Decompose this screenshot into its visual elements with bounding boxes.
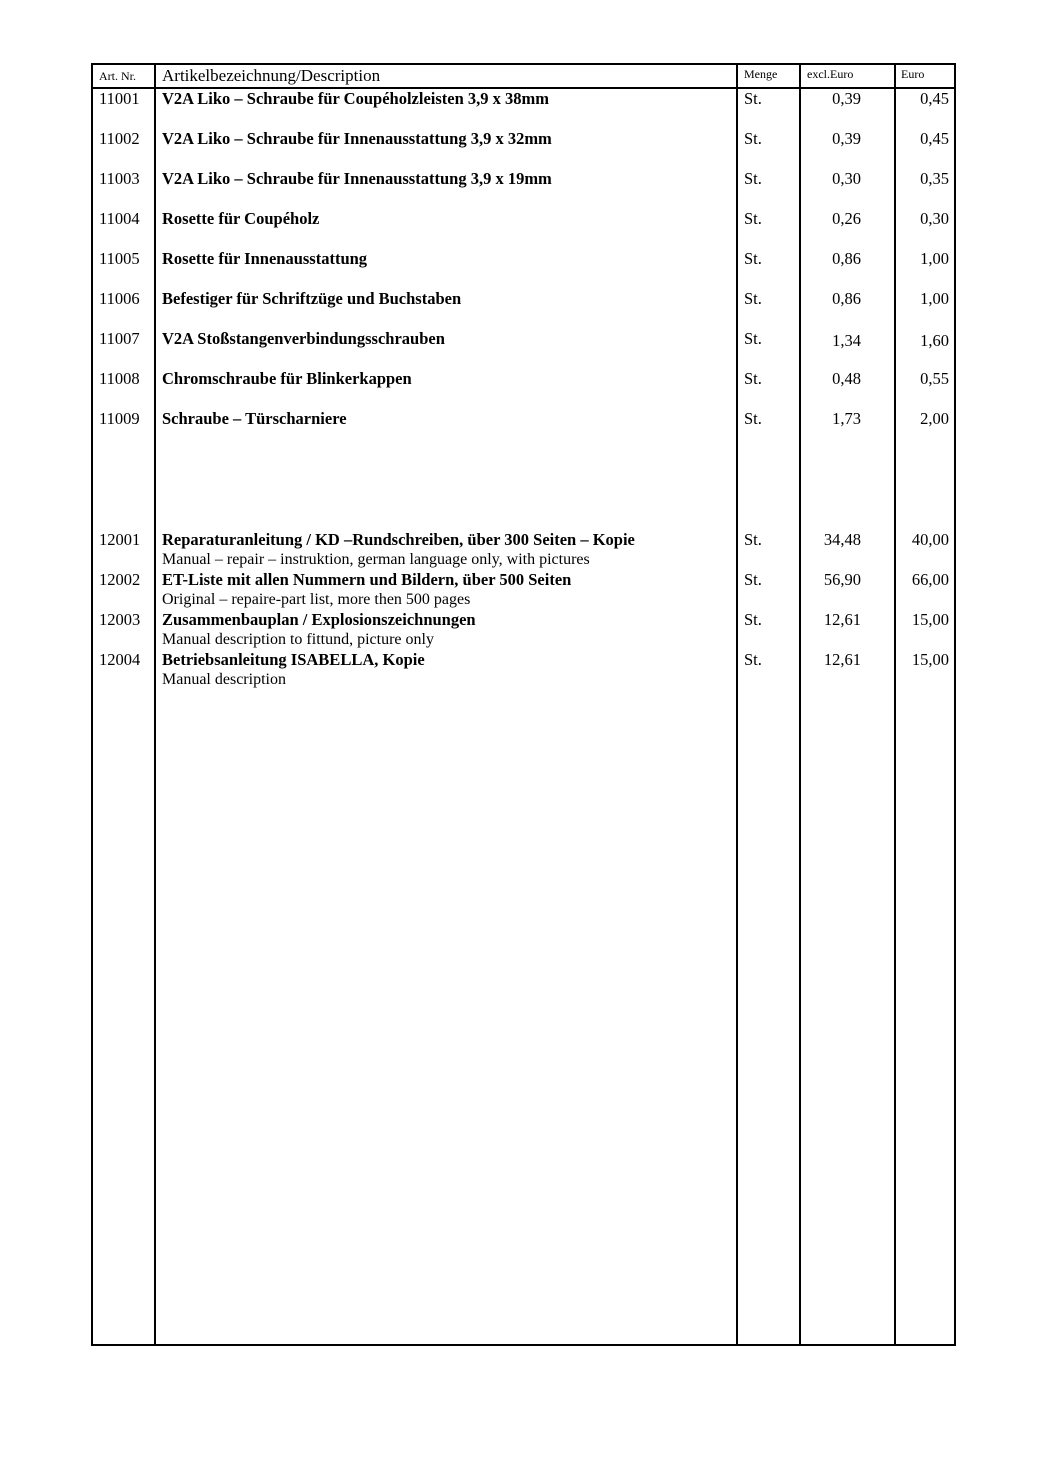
- row-description: Befestiger für Schriftzüge und Buchstaben: [162, 289, 462, 308]
- row-description: Schraube – Türscharniere: [162, 409, 347, 428]
- header-menge: Menge: [744, 67, 778, 81]
- row-subdescription: Manual – repair – instruktion, german language only, with pictures: [162, 551, 590, 568]
- row-euro: 66,00: [911, 570, 949, 589]
- row-description: Betriebsanleitung ISABELLA, Kopie: [162, 650, 425, 669]
- row-euro: 40,00: [911, 530, 949, 549]
- header-art-nr: Art. Nr.: [99, 69, 136, 83]
- row-euro: 1,00: [920, 289, 949, 308]
- row-euro: 0,35: [920, 169, 949, 188]
- row-euro: 15,00: [911, 610, 949, 629]
- row-unit: St.: [744, 530, 762, 549]
- row-euro: 1,60: [920, 331, 949, 350]
- row-description: V2A Liko – Schraube für Innenausstattung 3,9 x 32mm: [162, 129, 552, 148]
- row-art-nr: 11004: [99, 209, 140, 228]
- row-art-nr: 11009: [99, 409, 140, 428]
- row-description: Zusammenbauplan / Explosionszeichnungen: [162, 610, 476, 629]
- row-description: V2A Stoßstangenverbindungsschrauben: [162, 329, 445, 348]
- row-description: Chromschraube für Blinkerkappen: [162, 369, 412, 388]
- row-subdescription: Manual description: [162, 671, 286, 688]
- row-art-nr: 12001: [99, 530, 141, 549]
- row-art-nr: 12003: [99, 610, 141, 629]
- row-art-nr: 11003: [99, 169, 140, 188]
- row-excl-euro: 34,48: [823, 530, 861, 549]
- row-euro: 2,00: [920, 409, 949, 428]
- row-excl-euro: 0,30: [832, 169, 861, 188]
- row-unit: St.: [744, 289, 762, 308]
- price-table: [91, 63, 956, 1346]
- row-excl-euro: 0,39: [832, 89, 861, 108]
- row-description: Reparaturanleitung / KD –Rundschreiben, über 300 Seiten – Kopie: [162, 530, 635, 549]
- row-unit: St.: [744, 369, 762, 388]
- row-unit: St.: [744, 650, 762, 669]
- row-unit: St.: [744, 570, 762, 589]
- row-art-nr: 11008: [99, 369, 140, 388]
- header-excl-euro: excl.Euro: [807, 67, 854, 81]
- row-description: Rosette für Coupéholz: [162, 209, 320, 228]
- row-unit: St.: [744, 89, 762, 108]
- row-euro: 0,45: [920, 129, 949, 148]
- row-unit: St.: [744, 409, 762, 428]
- row-excl-euro: 56,90: [823, 570, 861, 589]
- row-euro: 0,30: [920, 209, 949, 228]
- row-description: V2A Liko – Schraube für Coupéholzleisten 3,9 x 38mm: [162, 89, 550, 108]
- row-subdescription: Manual description to fittund, picture only: [162, 631, 434, 648]
- row-art-nr: 12002: [99, 570, 141, 589]
- row-unit: St.: [744, 129, 762, 148]
- row-unit: St.: [744, 169, 762, 188]
- row-unit: St.: [744, 209, 762, 228]
- column-divider: [736, 65, 738, 1344]
- row-euro: 0,45: [920, 89, 949, 108]
- row-euro: 15,00: [911, 650, 949, 669]
- row-excl-euro: 12,61: [823, 610, 861, 629]
- column-divider: [154, 65, 156, 1344]
- row-description: ET-Liste mit allen Nummern und Bildern, über 500 Seiten: [162, 570, 572, 589]
- row-excl-euro: 12,61: [823, 650, 861, 669]
- row-excl-euro: 0,26: [832, 209, 861, 228]
- row-art-nr: 11001: [99, 89, 140, 108]
- row-euro: 0,55: [920, 369, 949, 388]
- row-excl-euro: 1,73: [832, 409, 861, 428]
- row-description: V2A Liko – Schraube für Innenausstattung 3,9 x 19mm: [162, 169, 552, 188]
- row-excl-euro: 0,86: [832, 249, 861, 268]
- row-art-nr: 11002: [99, 129, 140, 148]
- row-excl-euro: 0,86: [832, 289, 861, 308]
- row-art-nr: 11005: [99, 249, 140, 268]
- row-art-nr: 12004: [99, 650, 141, 669]
- row-art-nr: 11007: [99, 329, 140, 348]
- header-description: Artikelbezeichnung/Description: [162, 66, 381, 85]
- row-euro: 1,00: [920, 249, 949, 268]
- row-excl-euro: 1,34: [832, 331, 861, 350]
- row-subdescription: Original – repaire-part list, more then 500 pages: [162, 591, 471, 608]
- row-unit: St.: [744, 249, 762, 268]
- row-excl-euro: 0,48: [832, 369, 861, 388]
- row-unit: St.: [744, 610, 762, 629]
- row-art-nr: 11006: [99, 289, 140, 308]
- row-unit: St.: [744, 329, 762, 348]
- row-excl-euro: 0,39: [832, 129, 861, 148]
- row-description: Rosette für Innenausstattung: [162, 249, 368, 268]
- header-euro: Euro: [901, 67, 925, 81]
